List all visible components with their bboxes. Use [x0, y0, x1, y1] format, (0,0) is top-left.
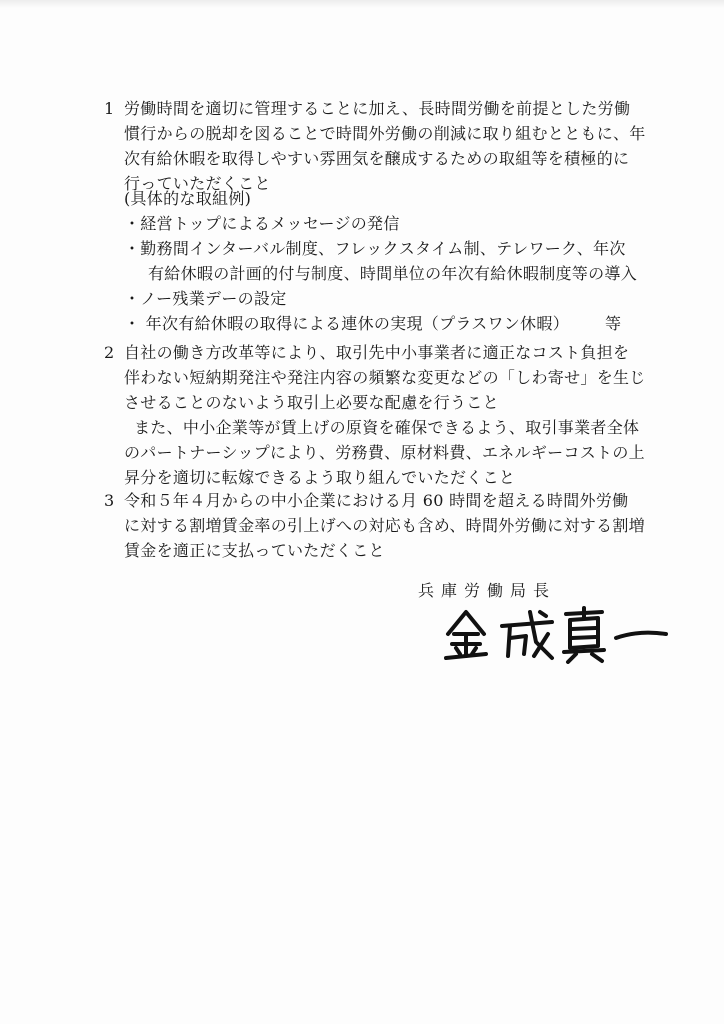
section-2-line: のパートナーシップにより、労務費、原材料費、エネルギーコストの上 [124, 443, 645, 462]
section-1-number: 1 [104, 99, 115, 118]
section-1-line: 労働時間を適切に管理することに加え、長時間労働を前提とした労働 [124, 99, 631, 118]
examples-heading: (具体的な取組例) [124, 189, 252, 208]
examples-list [124, 186, 637, 336]
section-1-line: 次有給休暇を取得しやすい雰囲気を醸成するための取組等を積極的に [124, 149, 630, 168]
scan-edge [0, 0, 724, 8]
section-2-text [124, 340, 646, 490]
etc-mark: 等 [605, 314, 622, 333]
section-2-line: させることのないよう取引上必要な配慮を行うこと [124, 393, 499, 412]
section-3-line: に対する割増賃金率の引上げへの対応も含め、時間外労働に対する割増 [124, 516, 645, 535]
example-item-continuation: 有給休暇の計画的付与制度、時間単位の年次有給休暇制度等の導入 [148, 264, 638, 283]
section-3-text [124, 488, 645, 563]
section-2-line: 伴わない短納期発注や発注内容の頻繁な変更などの「しわ寄せ」を生じ [124, 368, 646, 387]
example-item: ・経営トップによるメッセージの発信 [124, 214, 400, 233]
section-3-number: 3 [104, 491, 115, 510]
example-item-last [124, 311, 637, 336]
example-item: ・ 年次有給休暇の取得による連休の実現（プラスワン休暇） [124, 314, 570, 333]
section-1-text [124, 96, 646, 196]
example-item: ・ノー残業デーの設定 [124, 289, 287, 308]
handwritten-signature [440, 604, 670, 664]
section-2-line: 自社の働き方改革等により、取引先中小事業者に適正なコスト負担を [124, 343, 630, 362]
section-1-line: 行っていただくこと [124, 174, 271, 193]
example-item: ・勤務間インターバル制度、フレックスタイム制、テレワーク、年次 [124, 239, 626, 258]
section-2-number: 2 [104, 343, 115, 362]
section-3-line: 令和５年４月からの中小企業における月 60 時間を超える時間外労働 [124, 491, 629, 510]
section-2-line: 昇分を適切に転嫁できるよう取り組んでいただくこと [124, 468, 516, 487]
signer-title: 兵庫労働局長 [418, 581, 557, 600]
section-3-line: 賃金を適正に支払っていただくこと [124, 541, 385, 560]
signature-drawing [440, 604, 670, 664]
section-1-line: 慣行からの脱却を図ることで時間外労働の削減に取り組むとともに、年 [124, 124, 646, 143]
section-2-line: また、中小企業等が賃上げの原資を確保できるよう、取引事業者全体 [134, 418, 640, 437]
